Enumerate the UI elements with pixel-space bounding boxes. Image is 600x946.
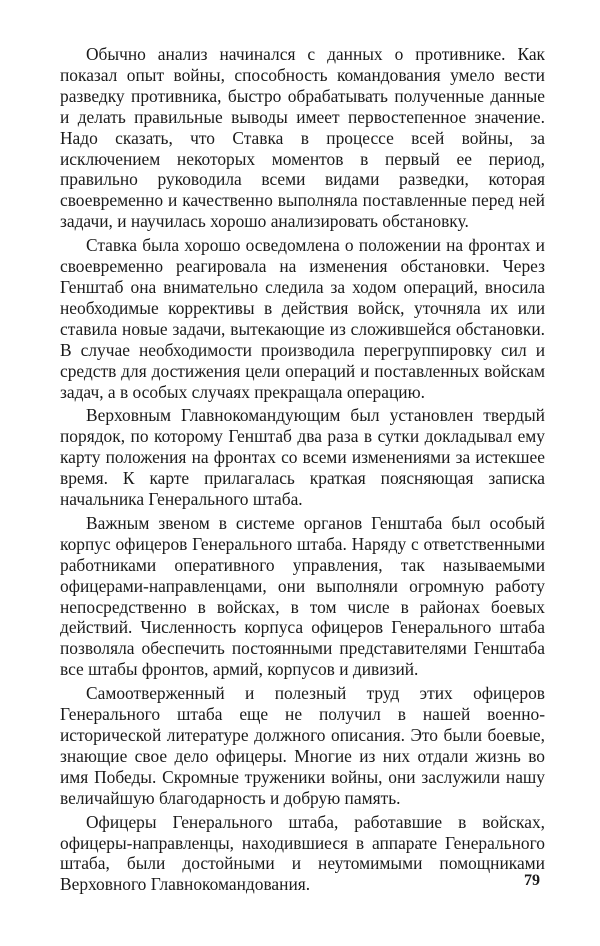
page-number: 79 xyxy=(524,872,540,889)
paragraph-6: Офицеры Генерального штаба, работавшие в войсках, офицеры-направленцы, находившиеся в аппарате Генерального штаба, были достойными и неутомимыми помощниками Верховного Главнокомандования. xyxy=(60,811,545,895)
paragraph-3: Верховным Главнокомандующим был установлен твердый порядок, по которому Генштаб два раза в сутки докладывал ему карту положения на фронтах со всеми изменениями за истекшее время. К карте прилагалась краткая поясняющая записка начальника Генерального штаба. xyxy=(60,405,545,510)
page-body xyxy=(60,44,545,898)
paragraph-2: Ставка была хорошо осведомлена о положении на фронтах и своевременно реагировала на изменения обстановки. Через Генштаб она внимательно следила за ходом операций, вносила необходимые коррективы в действия войск, уточняла их или ставила новые задачи, вытекающие из сложившейся обстановки. В случае необходимости производила перегруппировку сил и средств для достижения цели операций и поставленных войскам задач, а в особых случаях прекращала операцию. xyxy=(60,235,545,402)
paragraph-5: Самоотверженный и полезный труд этих офицеров Генерального штаба еще не получил в нашей военно-исторической литературе должного описания. Это были боевые, знающие свое дело офицеры. Многие из них отдали жизнь во имя Победы. Скромные труженики войны, они заслужили нашу величайшую благодарность и добрую память. xyxy=(60,683,545,808)
paragraph-1: Обычно анализ начинался с данных о противнике. Как показал опыт войны, способность командования умело вести разведку противника, быстро обрабатывать полученные данные и делать правильные выводы имеет первостепенное значение. Надо сказать, что Ставка в процессе всей войны, за исключением некоторых моментов в первый ее период, правильно руководила всеми видами разведки, которая своевременно и качественно выполняла поставленные перед ней задачи, и научилась хорошо анализировать обстановку. xyxy=(60,44,545,232)
paragraph-4: Важным звеном в системе органов Генштаба был особый корпус офицеров Генерального штаба. Наряду с ответственными работниками оперативного управления, так называемыми офицерами-направленцами, они выполняли огромную работу непосредственно в войсках, в том числе в районах боевых действий. Численность корпуса офицеров Генерального штаба позволяла обеспечить постоянными представителями Генштаба все штабы фронтов, армий, корпусов и дивизий. xyxy=(60,512,545,680)
